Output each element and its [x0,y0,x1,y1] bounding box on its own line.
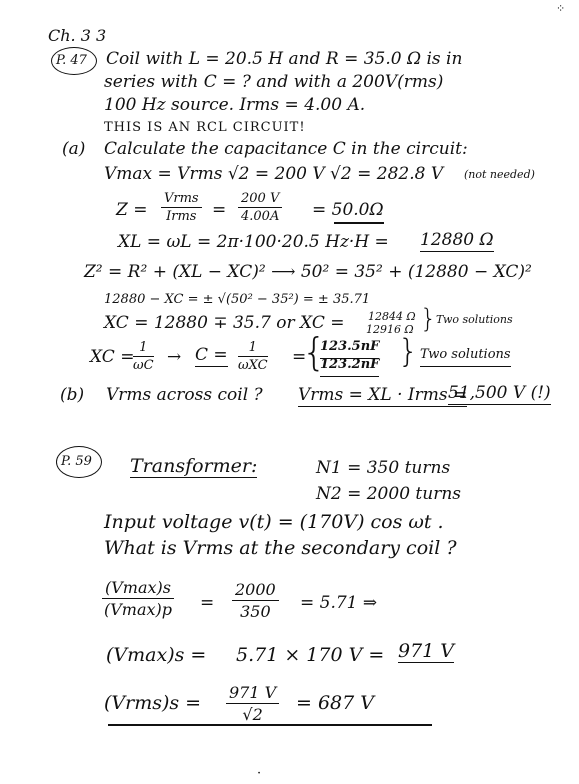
c-eq: = [292,347,307,367]
p47-line-3: 100 Hz source. Irms = 4.00 A. [104,95,366,115]
n1-line: N1 = 350 turns [316,458,451,478]
p47-line-4: THIS IS AN RCL CIRCUIT! [104,120,306,135]
c-arrow: → [167,347,182,367]
ratio-num: (Vmax)s [102,578,174,599]
vmax-line: Vmax = Vrms √2 = 200 V √2 = 282.8 V [104,164,444,184]
part-b-label: (b) [60,385,85,405]
problem-47-label: P. 47 [56,53,87,68]
c-right-brace: } [398,332,419,370]
ratio-result: = 5.71 ⇒ [300,593,378,613]
sqrt-line: 12880 − XC = ± √(50² − 35²) = ± 35.71 [104,292,371,307]
c-mid: C = [195,345,228,365]
part-b-result: 51,500 V (!) [448,383,551,403]
ratio-den2: 350 [240,602,271,621]
part-a-text: Calculate the capacitance C in the circuit: [104,139,468,159]
vmax-note: (not needed) [464,168,535,181]
c-fraction-2 [238,340,268,373]
z-squared-line: Z² = R² + (XL − XC)² ⟶ 50² = 35² + (12880 − XC)² [84,262,532,282]
c-value-1: 123.5nF [320,337,379,359]
z-fraction-2 [238,191,282,224]
ratio-fraction-2 [232,580,279,621]
part-b-text: Vrms across coil ? [106,385,263,405]
c-value-2: 123.2nF [320,355,379,377]
p59-title: Transformer: [130,455,258,477]
part-a-label: (a) [62,139,86,159]
c-den2: ωXC [238,358,268,373]
xc-value-2: 12916 Ω [366,323,414,336]
c-lhs: XC = [90,347,135,367]
ratio-fraction-1 [102,578,174,619]
ratio-num2: 2000 [232,580,279,601]
p47-line-2: series with C = ? and with a 200V(rms) [104,72,444,92]
z-result-prefix [312,200,384,220]
vmax-s-lhs: (Vmax)s = [106,644,207,666]
z-eq: = [212,200,227,220]
vrms-num: 971 V [226,683,279,704]
page-dot: · [257,766,262,781]
part-b-equation: Vrms = XL · Irms = [298,385,468,405]
vrms-fraction [226,683,279,724]
xc-value-1: 12844 Ω [368,310,416,323]
z-den: Irms [166,209,197,224]
vrms-s-result: = 687 V [296,692,374,714]
z-fraction-1 [161,191,202,224]
z-result: = 50.0Ω [312,200,384,220]
c-num: 1 [133,340,154,357]
vrms-den: √2 [242,705,263,724]
c-note: Two solutions [420,345,511,367]
ratio-den: (Vmax)p [103,600,172,619]
c-fraction-1 [133,340,154,373]
z-result-underline [334,222,384,224]
vrms-s-lhs: (Vrms)s = [104,692,202,714]
z-lhs: Z = [116,200,148,220]
z-num: Vrms [161,191,202,208]
xc-note: Two solutions [436,313,513,326]
z-num2: 200 V [238,191,282,208]
final-underline [108,724,432,726]
input-voltage-line: Input voltage v(t) = (170V) cos ωt . [104,511,444,533]
question-line: What is Vrms at the secondary coil ? [104,537,457,559]
c-den: ωC [133,358,154,373]
p47-line-1: Coil with L = 20.5 H and R = 35.0 Ω is in [106,49,463,69]
xc-brace: } [420,304,437,334]
problem-59-label: P. 59 [61,454,92,469]
chapter-heading: Ch. 3 3 [48,26,107,45]
xl-result: 12880 Ω [420,230,494,250]
n2-line: N2 = 2000 turns [316,484,461,504]
c-num2: 1 [238,340,268,357]
vmax-s-result: 971 V [398,640,455,662]
c-left-brace: { [302,330,327,374]
ratio-eq: = [200,593,215,613]
xl-line: XL = ωL = 2π·100·20.5 Hz·H = [118,232,389,252]
xc-line: XC = 12880 ∓ 35.7 or XC = [104,313,345,333]
corner-mark: ⁘ [556,2,566,15]
vmax-s-mid: 5.71 × 170 V = [236,644,385,666]
z-den2: 4.00A [241,209,280,224]
